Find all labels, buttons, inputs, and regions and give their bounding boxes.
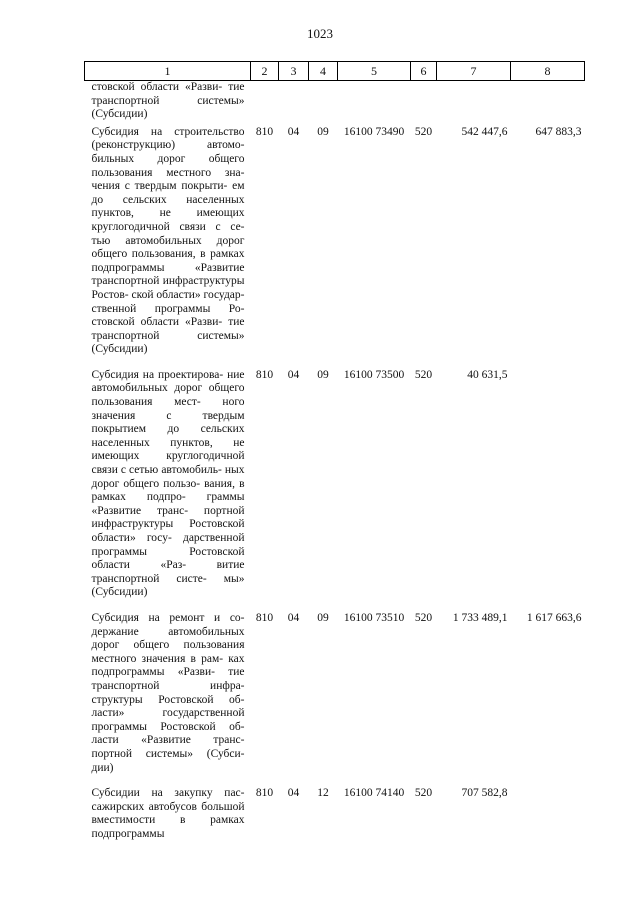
- row-cell: 09: [317, 368, 329, 381]
- row-cell: 520: [414, 611, 433, 624]
- column-header: 1: [85, 62, 251, 81]
- row-description: Субсидии на закупку пас- сажирских автобусов большой вместимости в рамках подпрограммы: [91, 787, 245, 840]
- row-cell: 04: [287, 611, 300, 624]
- row-cell: 647 883,3: [535, 125, 582, 138]
- row-cell: 520: [414, 787, 433, 800]
- row-cell: 40 631,5: [467, 368, 508, 381]
- row-cell: 1 733 489,1: [452, 611, 508, 624]
- row-cell: [251, 81, 279, 122]
- row-cell: 810: [255, 611, 274, 624]
- row-cell: [511, 365, 585, 608]
- row-cell: 04: [287, 368, 300, 381]
- row-cell: 09: [317, 125, 329, 138]
- row-cell: 04: [287, 125, 300, 138]
- row-cell: 12: [317, 787, 329, 800]
- page-number: 1023: [307, 26, 333, 41]
- table-row: [85, 783, 585, 849]
- row-cell: 1 617 663,6: [526, 611, 582, 624]
- row-cell: [338, 81, 411, 122]
- row-cell: 542 447,6: [461, 125, 508, 138]
- row-cell: [437, 81, 511, 122]
- row-cell: 09: [317, 611, 329, 624]
- table-row: [85, 608, 585, 783]
- column-header: 3: [279, 62, 309, 81]
- row-cell: [511, 81, 585, 122]
- column-header: 7: [437, 62, 511, 81]
- row-cell: 16100 74140: [343, 787, 405, 800]
- row-description: Субсидия на проектирова- ние автомобильных дорог общего пользования мест- ного значения с твердым покрытием до сельских населенных пунктов, не имеющих круглогодичной связи с сетью автомобиль- ных дорог общего пользо- вания, в рамках подпро- граммы «Развитие транс- портной инфраструктуры Ростовской области» госу- дарственной программы Ростовской области «Раз- витие транспортной систе- мы» (Субсидии): [91, 368, 245, 599]
- column-header: 5: [338, 62, 411, 81]
- row-cell: [511, 783, 585, 849]
- column-header: 8: [511, 62, 585, 81]
- row-cell: 707 582,8: [461, 787, 508, 800]
- row-cell: 520: [414, 125, 433, 138]
- row-cell: 16100 73500: [343, 368, 405, 381]
- table-row: [85, 81, 585, 122]
- row-description: стовской области «Разви- тие транспортной системы» (Субсидии): [91, 81, 245, 121]
- row-cell: [309, 81, 338, 122]
- row-cell: 810: [255, 368, 274, 381]
- column-header: 6: [411, 62, 437, 81]
- table-row: [85, 122, 585, 365]
- row-description: Субсидия на ремонт и со- держание автомобильных дорог общего пользования местного значения в рам- ках подпрограммы «Разви- тие транспортной инфра- структуры Ростовской об- ласти» государственной программы Ростовской об- ласти «Развитие транс- портной системы» (Субси- дии): [91, 611, 245, 774]
- row-cell: 16100 73510: [343, 611, 405, 624]
- row-description: Субсидия на строительство (реконструкцию) автомо- бильных дорог общего пользования местного зна- чения с твердым покрыти- ем до сельских населенных пунктов, не имеющих круглогодичной связи с се- тью автомобильных дорог общего пользования, в рамках подпрограммы «Развитие транспортной инфраструктуры Ростов- ской области» государ- ственной программы Ро- стовской области «Разви- тие транспортной системы» (Субсидии): [91, 125, 245, 356]
- header-row: [85, 62, 585, 81]
- row-cell: 810: [255, 787, 274, 800]
- budget-table: [84, 61, 585, 849]
- column-header: 2: [251, 62, 279, 81]
- row-cell: 16100 73490: [343, 125, 405, 138]
- row-cell: 04: [287, 787, 300, 800]
- table-row: [85, 365, 585, 608]
- column-header: 4: [309, 62, 338, 81]
- row-cell: [279, 81, 309, 122]
- row-cell: 810: [255, 125, 274, 138]
- row-cell: 520: [414, 368, 433, 381]
- row-cell: [411, 81, 437, 122]
